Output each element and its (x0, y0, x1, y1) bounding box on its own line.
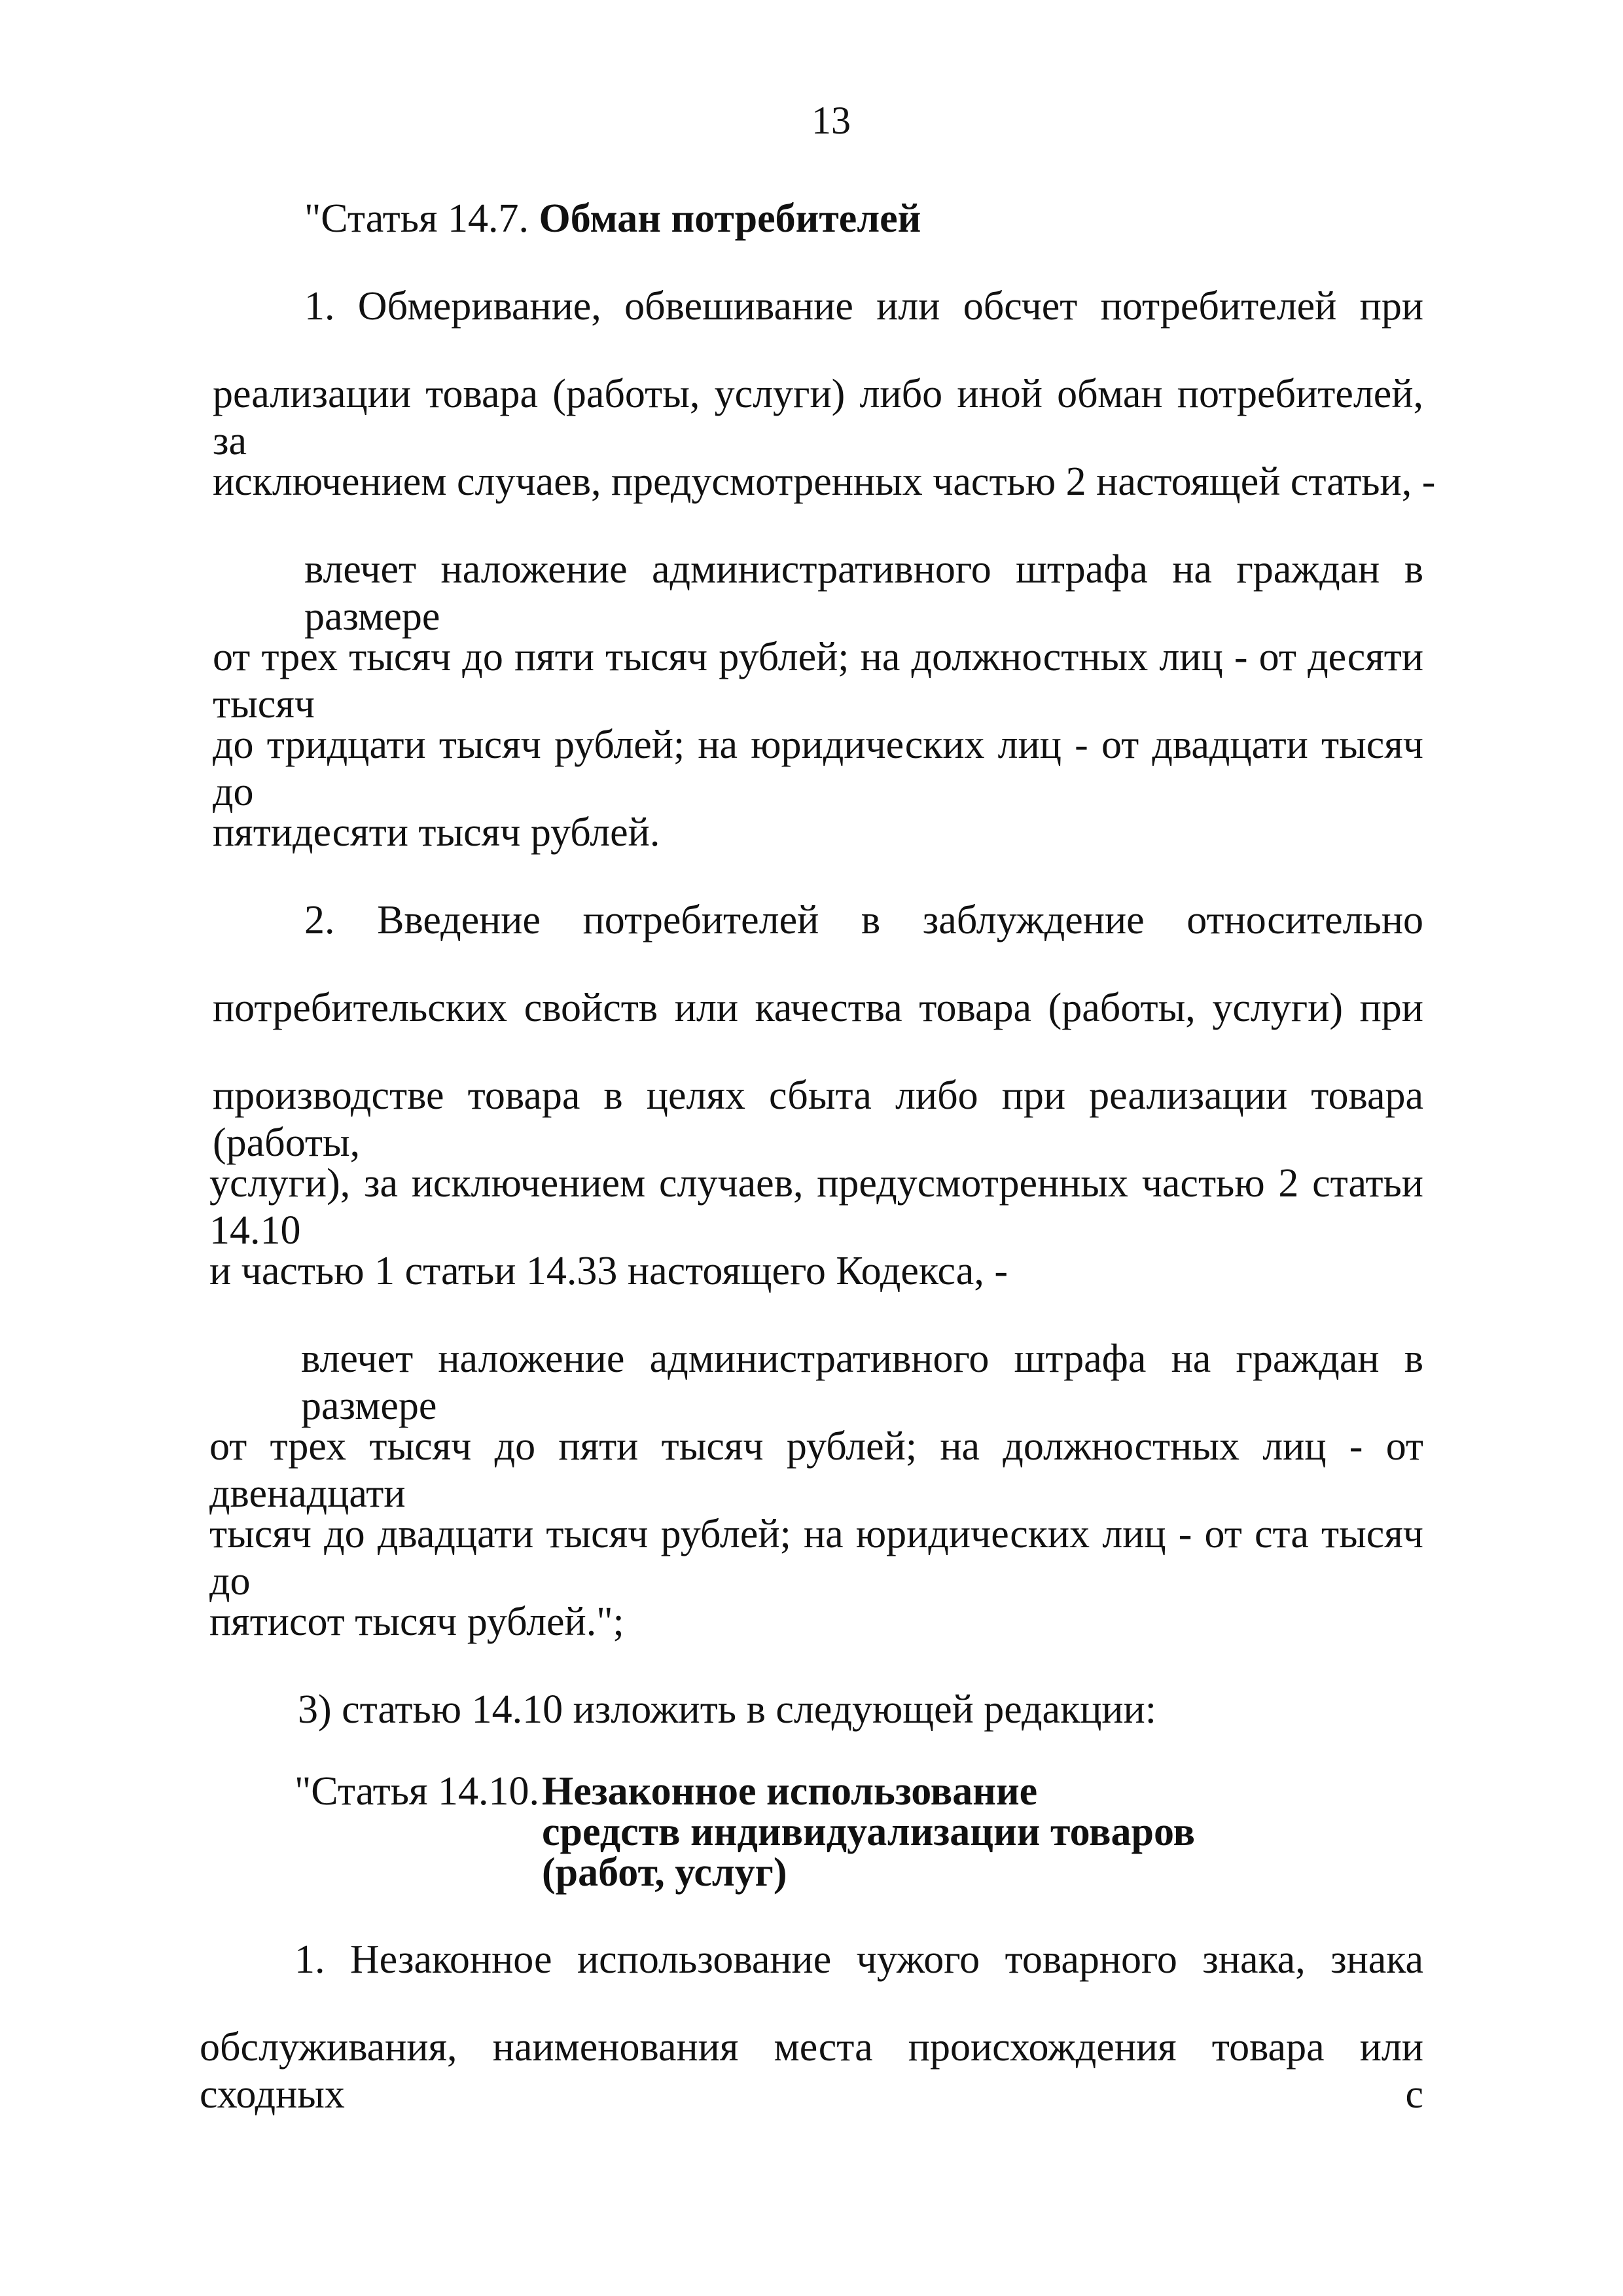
article-14-7-label: "Статья 14.7. (304, 196, 529, 241)
article-14-10-heading (294, 1771, 1195, 1893)
paragraph-line: потребительских свойств или качества товара (работы, услуги) при (213, 986, 1423, 1030)
paragraph-line: 1. Незаконное использование чужого товарного знака, знака (294, 1937, 1423, 1982)
paragraph-line: от трех тысяч до пяти тысяч рублей; на должностных лиц - от десяти тысяч (213, 635, 1423, 726)
paragraph-line: 1. Обмеривание, обвешивание или обсчет потребителей при (304, 284, 1423, 329)
article-14-10-label: "Статья 14.10. (294, 1769, 539, 1814)
article-14-10-title (542, 1771, 1195, 1893)
article-14-10-title-line: Незаконное использование (542, 1769, 1038, 1814)
paragraph-line: влечет наложение административного штрафа на граждан в размере (304, 547, 1423, 639)
paragraph-line: обслуживания, наименования места происхождения товара или сходных с (200, 2025, 1423, 2117)
page-number: 13 (812, 99, 851, 142)
paragraph-line: пятидесяти тысяч рублей. (213, 810, 660, 855)
paragraph-line: от трех тысяч до пяти тысяч рублей; на должностных лиц - от двенадцати (209, 1424, 1423, 1516)
amendment-item-3: 3) статью 14.10 изложить в следующей редакции: (298, 1687, 1156, 1732)
article-14-10-title-line: (работ, услуг) (542, 1850, 787, 1895)
paragraph-line: влечет наложение административного штрафа на граждан в размере (301, 1336, 1423, 1428)
article-14-7-title: Обман потребителей (539, 196, 921, 241)
paragraph-line: до тридцати тысяч рублей; на юридических лиц - от двадцати тысяч до (213, 723, 1423, 814)
paragraph-line: реализации товара (работы, услуги) либо иной обман потребителей, за (213, 372, 1423, 463)
paragraph-line: тысяч до двадцати тысяч рублей; на юридических лиц - от ста тысяч до (209, 1512, 1423, 1604)
paragraph-line: пятисот тысяч рублей."; (209, 1600, 624, 1644)
paragraph-line: исключением случаев, предусмотренных частью 2 настоящей статьи, - (213, 459, 1436, 504)
paragraph-line: услуги), за исключением случаев, предусмотренных частью 2 статьи 14.10 (209, 1161, 1423, 1253)
paragraph-line: и частью 1 статьи 14.33 настоящего Кодекса, - (209, 1249, 1008, 1293)
paragraph-line: производстве товара в целях сбыта либо при реализации товара (работы, (213, 1073, 1423, 1165)
paragraph-line: 2. Введение потребителей в заблуждение относительно (304, 898, 1423, 942)
article-14-10-title-line: средств индивидуализации товаров (542, 1810, 1195, 1854)
article-14-7-heading (304, 195, 921, 242)
